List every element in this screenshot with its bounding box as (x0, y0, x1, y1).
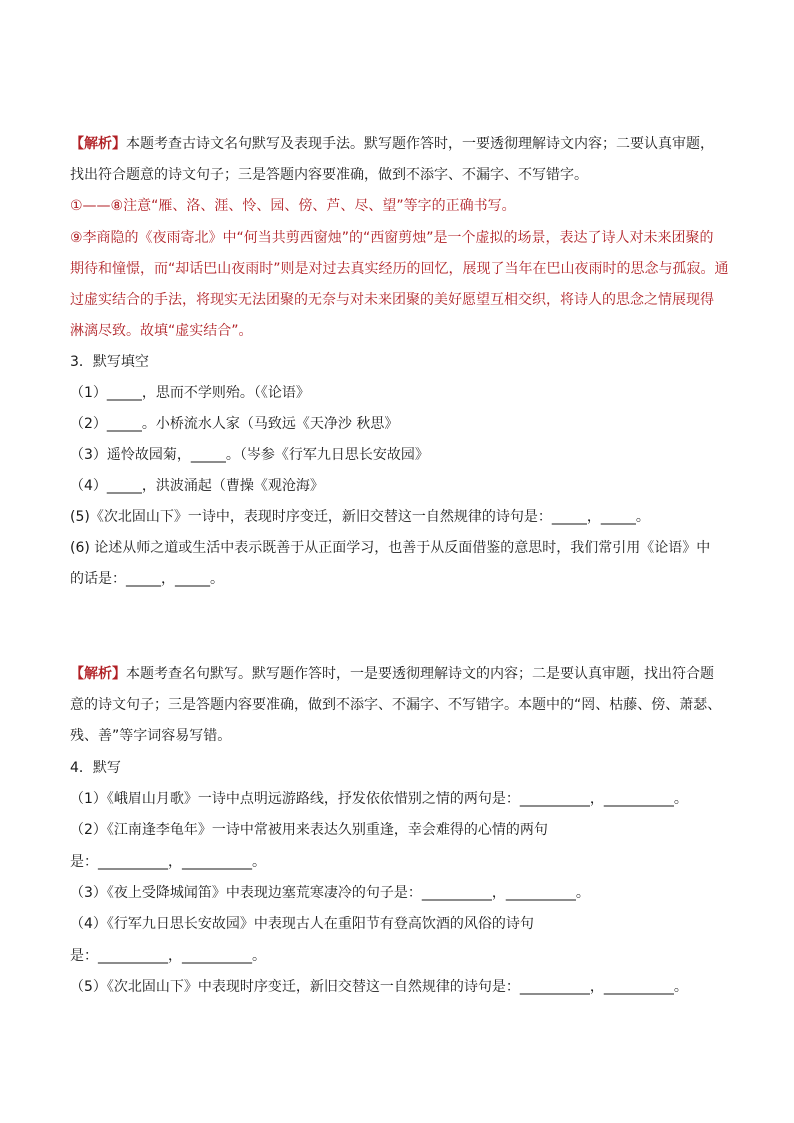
q3-item: （3）遥怜故园菊，_____。（岑参《行军九日思长安故园》 (70, 447, 429, 463)
q4-item: （4）《行军九日思长安故园》中表现古人在重阳节有登高饮酒的风俗的诗句 (70, 916, 534, 932)
q4-item: （5）《次北固山下》中表现时序变迁，新旧交替这一自然规律的诗句是：__________，__________。 (70, 979, 688, 995)
q4-item: 是：__________，__________。 (70, 948, 266, 964)
analysis-text: 本题考查古诗文名句默写及表现手法。默写题作答时，一要透彻理解诗文内容；二要认真审题， (126, 136, 714, 152)
analysis-tag: 【解析】 (70, 666, 126, 682)
analysis-tag: 【解析】 (70, 136, 126, 152)
q3-item: （4）_____，洪波涌起（曹操《观沧海》 (70, 478, 324, 494)
q3-item: 的话是：_____，_____。 (70, 571, 224, 587)
q2-analysis-note: ①——⑧注意“雁、洛、涯、怜、园、傍、芦、尽、望”等字的正确书写。 (70, 198, 516, 214)
q2-analysis-note: 期待和憧憬，而“却话巴山夜雨时”则是对过去真实经历的回忆，展现了当年在巴山夜雨时的思念与孤寂。通 (70, 261, 729, 277)
q3-item: (6) 论述从师之道或生活中表示既善于从正面学习，也善于从反面借鉴的意思时，我们常引用《论语》中 (70, 540, 711, 556)
q2-analysis-line (70, 134, 740, 154)
q2-analysis-note: 淋漓尽致。故填“虚实结合”。 (70, 323, 253, 339)
q3-title: 3．默写填空 (70, 354, 149, 370)
q3-item: (5)《次北固山下》一诗中，表现时序变迁，新旧交替这一自然规律的诗句是：_____，_____。 (70, 509, 650, 525)
q4-item: （2）《江南逢李龟年》一诗中常被用来表达久别重逢，幸会难得的心情的两句 (70, 822, 548, 838)
q4-item: （1）《峨眉山月歌》一诗中点明远游路线，抒发依依惜别之情的两句是：__________，__________。 (70, 791, 688, 807)
q3-analysis-line (70, 664, 740, 684)
q2-analysis-line: 找出符合题意的诗文句子；三是答题内容要准确，做到不添字、不漏字、不写错字。 (70, 167, 588, 183)
q4-title: 4．默写 (70, 760, 121, 776)
analysis-text: 本题考查名句默写。默写题作答时，一是要透彻理解诗文的内容；二是要认真审题，找出符合题 (126, 666, 714, 682)
q2-analysis-note: ⑨李商隐的《夜雨寄北》中“何当共剪西窗烛”的“西窗剪烛”是一个虚拟的场景，表达了诗人对未来团聚的 (70, 230, 714, 246)
q3-analysis-line: 残、善”等字词容易写错。 (70, 728, 232, 744)
q3-analysis-line: 意的诗文句子；三是答题内容要准确，做到不添字、不漏字、不写错字。本题中的“罔、枯藤、傍、萧瑟、 (70, 697, 722, 713)
q4-item: （3）《夜上受降城闻笛》中表现边塞荒寒凄冷的句子是：__________，__________。 (70, 885, 590, 901)
q4-item: 是：__________，__________。 (70, 854, 266, 870)
q3-item: （2）_____。小桥流水人家（马致远《天净沙 秋思》 (70, 416, 399, 432)
q3-item: （1）_____，思而不学则殆。（《论语》 (70, 385, 310, 401)
q2-analysis-note: 过虚实结合的手法，将现实无法团聚的无奈与对未来团聚的美好愿望互相交织，将诗人的思念之情展现得 (70, 292, 714, 308)
